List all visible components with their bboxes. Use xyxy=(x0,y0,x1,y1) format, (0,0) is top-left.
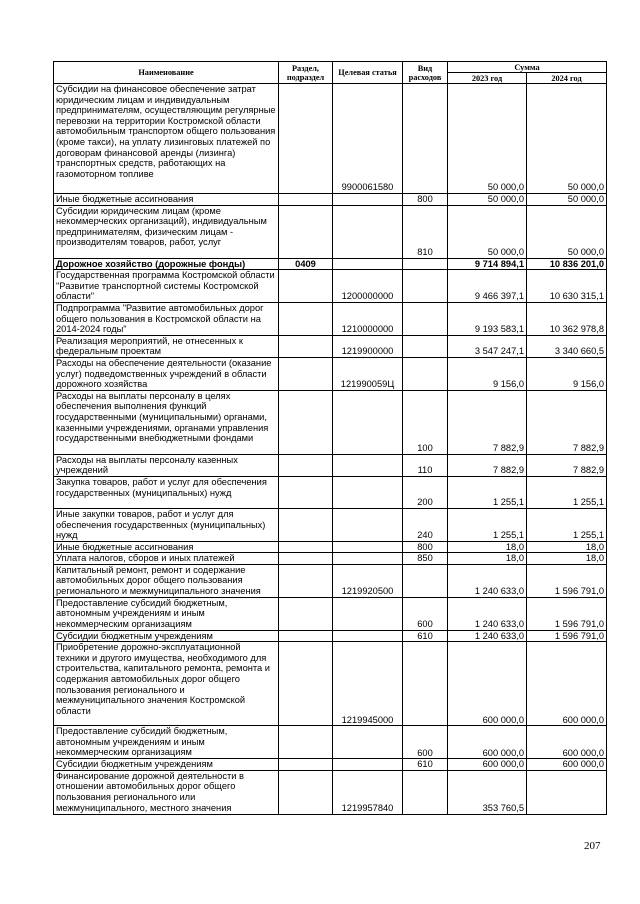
cell-kind xyxy=(403,302,448,335)
cell-kind xyxy=(403,564,448,597)
cell-section xyxy=(279,541,333,553)
cell-name: Расходы на выплаты персоналу казенных учреждений xyxy=(54,454,279,476)
cell-y2023: 3 547 247,1 xyxy=(448,335,527,357)
cell-name: Капитальный ремонт, ремонт и содержание автомобильных дорог общего пользования регионального и межмуниципального значения xyxy=(54,564,279,597)
cell-kind: 600 xyxy=(403,597,448,630)
cell-y2023: 9 714 894,1 xyxy=(448,258,527,270)
cell-target: 1219900000 xyxy=(333,335,403,357)
cell-target: 1219957840 xyxy=(333,770,403,814)
cell-name: Субсидии бюджетным учреждениям xyxy=(54,759,279,771)
cell-name: Реализация мероприятий, не отнесенных к федеральным проектам xyxy=(54,335,279,357)
cell-section xyxy=(279,564,333,597)
table-row xyxy=(54,302,607,335)
cell-kind: 240 xyxy=(403,508,448,541)
cell-name: Субсидии на финансовое обеспечение затрат юридическим лицам и индивидуальным предпринимателям, осуществляющим регулярные перевозки на территории Костромской области автомобильным транспортом общего пользования (кроме такси), на уплату лизинговых платежей по договорам финансовой аренды (лизинга) транспортных средств, работающих на газомоторном топливе xyxy=(54,84,279,194)
page-number: 207 xyxy=(584,840,601,852)
cell-y2023: 1 240 633,0 xyxy=(448,564,527,597)
cell-y2023: 7 882,9 xyxy=(448,390,527,454)
cell-kind xyxy=(403,84,448,194)
cell-kind: 810 xyxy=(403,205,448,258)
table-row xyxy=(54,357,607,390)
cell-y2024: 1 596 791,0 xyxy=(527,597,607,630)
cell-y2023: 18,0 xyxy=(448,541,527,553)
cell-target: 1219920500 xyxy=(333,564,403,597)
cell-target xyxy=(333,258,403,270)
cell-section xyxy=(279,597,333,630)
table-row xyxy=(54,770,607,814)
cell-kind xyxy=(403,258,448,270)
cell-kind: 800 xyxy=(403,194,448,206)
cell-target xyxy=(333,597,403,630)
cell-name: Предоставление субсидий бюджетным, автономным учреждениям и иным некоммерческим организациям xyxy=(54,726,279,759)
cell-y2023: 1 255,1 xyxy=(448,508,527,541)
table-row xyxy=(54,642,607,726)
cell-y2024: 7 882,9 xyxy=(527,390,607,454)
table-row xyxy=(54,759,607,771)
cell-y2023: 9 156,0 xyxy=(448,357,527,390)
cell-y2023: 353 760,5 xyxy=(448,770,527,814)
cell-section xyxy=(279,390,333,454)
cell-y2023: 7 882,9 xyxy=(448,454,527,476)
cell-kind: 610 xyxy=(403,630,448,642)
header-year-2023: 2023 год xyxy=(448,73,527,84)
cell-section xyxy=(279,84,333,194)
cell-target xyxy=(333,726,403,759)
cell-name: Субсидии бюджетным учреждениям xyxy=(54,630,279,642)
cell-section xyxy=(279,270,333,303)
cell-y2024: 10 630 315,1 xyxy=(527,270,607,303)
cell-target: 1200000000 xyxy=(333,270,403,303)
cell-target xyxy=(333,508,403,541)
cell-target xyxy=(333,390,403,454)
cell-y2024: 10 362 978,8 xyxy=(527,302,607,335)
cell-target: 1219945000 xyxy=(333,642,403,726)
header-target: Целевая статья xyxy=(333,62,403,84)
cell-y2024: 1 255,1 xyxy=(527,508,607,541)
cell-target xyxy=(333,194,403,206)
cell-kind: 110 xyxy=(403,454,448,476)
cell-section xyxy=(279,759,333,771)
cell-y2024: 9 156,0 xyxy=(527,357,607,390)
table-row xyxy=(54,726,607,759)
cell-target: 9900061580 xyxy=(333,84,403,194)
header-name: Наименование xyxy=(54,62,279,84)
cell-name: Расходы на выплаты персоналу в целях обеспечения выполнения функций государственными (муниципальными) органами, казенными учреждениями, органами управления государственными внебюджетными фондами xyxy=(54,390,279,454)
cell-name: Субсидии юридическим лицам (кроме некоммерческих организаций), индивидуальным предпринимателям, физическим лицам - производителям товаров, работ, услуг xyxy=(54,205,279,258)
cell-name: Финансирование дорожной деятельности в отношении автомобильных дорог общего пользования регионального или межмуниципального, местного значения xyxy=(54,770,279,814)
cell-section xyxy=(279,476,333,508)
cell-name: Предоставление субсидий бюджетным, автономным учреждениям и иным некоммерческим организациям xyxy=(54,597,279,630)
table-row xyxy=(54,476,607,508)
cell-kind xyxy=(403,270,448,303)
cell-y2023: 1 240 633,0 xyxy=(448,597,527,630)
cell-name: Закупка товаров, работ и услуг для обеспечения государственных (муниципальных) нужд xyxy=(54,476,279,508)
cell-target xyxy=(333,205,403,258)
table-row xyxy=(54,205,607,258)
cell-kind: 800 xyxy=(403,541,448,553)
table-row xyxy=(54,390,607,454)
cell-section xyxy=(279,770,333,814)
cell-section xyxy=(279,630,333,642)
cell-section xyxy=(279,726,333,759)
cell-target: 1210000000 xyxy=(333,302,403,335)
cell-kind xyxy=(403,357,448,390)
header-year-2024: 2024 год xyxy=(527,73,607,84)
cell-kind: 200 xyxy=(403,476,448,508)
cell-name: Дорожное хозяйство (дорожные фонды) xyxy=(54,258,279,270)
header-kind: Вид расходов xyxy=(403,62,448,84)
table-row xyxy=(54,508,607,541)
cell-section xyxy=(279,205,333,258)
table-row xyxy=(54,564,607,597)
cell-kind: 610 xyxy=(403,759,448,771)
cell-y2024: 50 000,0 xyxy=(527,194,607,206)
cell-kind xyxy=(403,770,448,814)
cell-name: Приобретение дорожно-эксплуатационной техники и другого имущества, необходимого для строительства, капитального ремонта, ремонта и содержания автомобильных дорог общего пользования регионального и межмуниципального значения Костромской области xyxy=(54,642,279,726)
cell-y2023: 9 466 397,1 xyxy=(448,270,527,303)
cell-y2024: 50 000,0 xyxy=(527,205,607,258)
cell-target xyxy=(333,541,403,553)
cell-y2024: 18,0 xyxy=(527,541,607,553)
cell-y2024: 1 255,1 xyxy=(527,476,607,508)
cell-y2024: 7 882,9 xyxy=(527,454,607,476)
cell-y2024: 600 000,0 xyxy=(527,726,607,759)
cell-y2023: 18,0 xyxy=(448,553,527,565)
table-row xyxy=(54,194,607,206)
cell-y2023: 50 000,0 xyxy=(448,84,527,194)
cell-section xyxy=(279,302,333,335)
header-section: Раздел, подраздел xyxy=(279,62,333,84)
cell-y2024: 1 596 791,0 xyxy=(527,630,607,642)
cell-y2024: 18,0 xyxy=(527,553,607,565)
table-header xyxy=(54,62,607,84)
header-sum: Сумма xyxy=(448,62,607,73)
cell-name: Иные бюджетные ассигнования xyxy=(54,541,279,553)
cell-kind: 100 xyxy=(403,390,448,454)
cell-y2023: 600 000,0 xyxy=(448,642,527,726)
table-row xyxy=(54,630,607,642)
cell-kind xyxy=(403,335,448,357)
cell-y2023: 1 255,1 xyxy=(448,476,527,508)
cell-y2023: 1 240 633,0 xyxy=(448,630,527,642)
cell-name: Иные закупки товаров, работ и услуг для обеспечения государственных (муниципальных) нужд xyxy=(54,508,279,541)
table-row xyxy=(54,335,607,357)
cell-section xyxy=(279,553,333,565)
cell-y2024: 3 340 660,5 xyxy=(527,335,607,357)
table-row xyxy=(54,597,607,630)
cell-section xyxy=(279,194,333,206)
cell-section xyxy=(279,335,333,357)
cell-section xyxy=(279,454,333,476)
table-row xyxy=(54,270,607,303)
cell-name: Государственная программа Костромской области "Развитие транспортной системы Костромской области" xyxy=(54,270,279,303)
cell-name: Расходы на обеспечение деятельности (оказание услуг) подведомственных учреждений в области дорожного хозяйства xyxy=(54,357,279,390)
cell-section xyxy=(279,357,333,390)
cell-kind: 850 xyxy=(403,553,448,565)
cell-y2023: 600 000,0 xyxy=(448,759,527,771)
cell-y2023: 600 000,0 xyxy=(448,726,527,759)
cell-target xyxy=(333,553,403,565)
budget-table xyxy=(53,61,607,815)
cell-target xyxy=(333,454,403,476)
table-row xyxy=(54,541,607,553)
cell-kind xyxy=(403,642,448,726)
cell-target xyxy=(333,630,403,642)
cell-y2024: 50 000,0 xyxy=(527,84,607,194)
cell-kind: 600 xyxy=(403,726,448,759)
cell-y2024: 1 596 791,0 xyxy=(527,564,607,597)
cell-name: Иные бюджетные ассигнования xyxy=(54,194,279,206)
table-row xyxy=(54,454,607,476)
cell-y2024: 10 836 201,0 xyxy=(527,258,607,270)
cell-name: Подпрограмма "Развитие автомобильных дорог общего пользования в Костромской области на 2014-2024 годы" xyxy=(54,302,279,335)
cell-y2024 xyxy=(527,770,607,814)
table-row xyxy=(54,84,607,194)
cell-target xyxy=(333,759,403,771)
cell-y2024: 600 000,0 xyxy=(527,759,607,771)
cell-section xyxy=(279,642,333,726)
cell-target xyxy=(333,476,403,508)
cell-name: Уплата налогов, сборов и иных платежей xyxy=(54,553,279,565)
cell-target: 121990059Ц xyxy=(333,357,403,390)
cell-y2023: 9 193 583,1 xyxy=(448,302,527,335)
cell-section xyxy=(279,508,333,541)
table-body xyxy=(54,84,607,815)
cell-section: 0409 xyxy=(279,258,333,270)
table-row xyxy=(54,553,607,565)
cell-y2023: 50 000,0 xyxy=(448,205,527,258)
table-row xyxy=(54,258,607,270)
cell-y2023: 50 000,0 xyxy=(448,194,527,206)
cell-y2024: 600 000,0 xyxy=(527,642,607,726)
